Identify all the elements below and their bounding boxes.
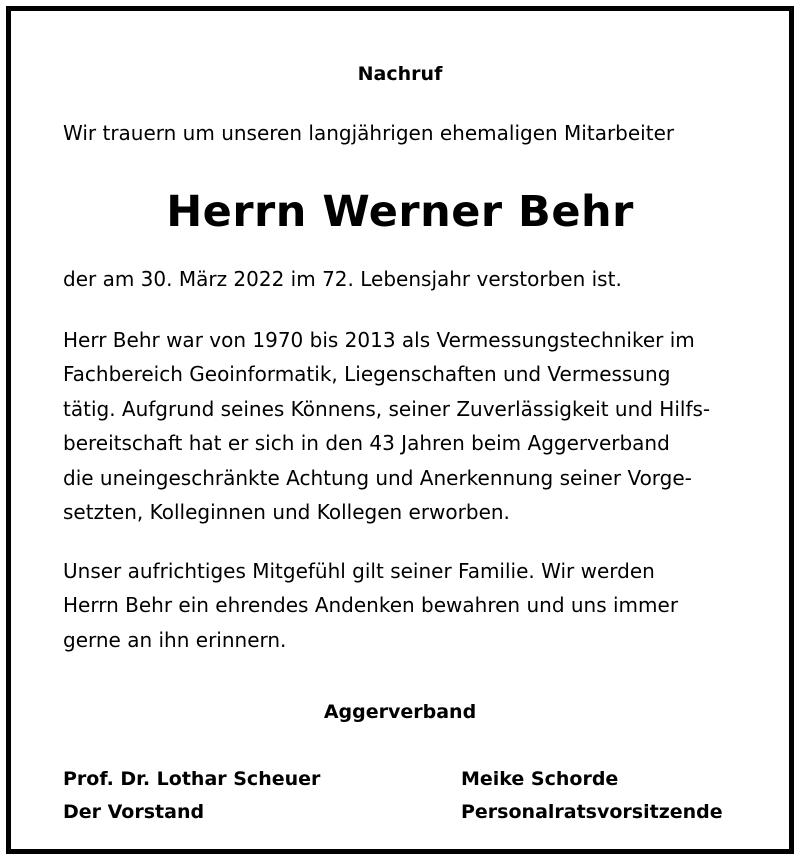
paragraph-line: Fachbereich Geoinformatik, Liegenschaften und Vermessung: [63, 362, 671, 387]
signatory-left: [63, 763, 320, 829]
signatory-name: Meike Schorde: [461, 768, 619, 790]
intro-line: Wir trauern um unseren langjährigen ehemaligen Mitarbeiter: [63, 121, 675, 145]
paragraph-line: bereitschaft hat er sich in den 43 Jahren beim Aggerverband: [63, 431, 670, 456]
paragraph-line: setzten, Kolleginnen und Kollegen erworben.: [63, 500, 510, 525]
notice-title: Nachruf: [357, 63, 443, 85]
death-date-line: der am 30. März 2022 im 72. Lebensjahr verstorben ist.: [63, 267, 622, 291]
obituary-notice: [6, 6, 794, 854]
organization-name: Aggerverband: [323, 701, 477, 723]
paragraph-line: Herrn Behr ein ehrendes Andenken bewahren und uns immer: [63, 593, 679, 618]
deceased-name: Herrn Werner Behr: [166, 187, 634, 237]
paragraph-line: Herr Behr war von 1970 bis 2013 als Vermessungstechniker im: [63, 328, 695, 352]
paragraph-line: Unser aufrichtiges Mitgefühl gilt seiner Familie. Wir werden: [63, 559, 655, 583]
paragraph-line: die uneingeschränkte Achtung und Anerkennung seiner Vorge-: [63, 465, 692, 490]
signatory-right: [461, 763, 723, 829]
condolence-paragraph: [63, 554, 749, 657]
paragraph-line: gerne an ihn erinnern.: [63, 627, 287, 652]
signatory-role: Der Vorstand: [63, 801, 205, 823]
career-paragraph: [63, 323, 749, 529]
signatory-name: Prof. Dr. Lothar Scheuer: [63, 768, 321, 790]
signatory-role: Personalratsvorsitzende: [461, 801, 723, 823]
paragraph-line: tätig. Aufgrund seines Könnens, seiner Zuverlässigkeit und Hilfs-: [63, 396, 711, 421]
